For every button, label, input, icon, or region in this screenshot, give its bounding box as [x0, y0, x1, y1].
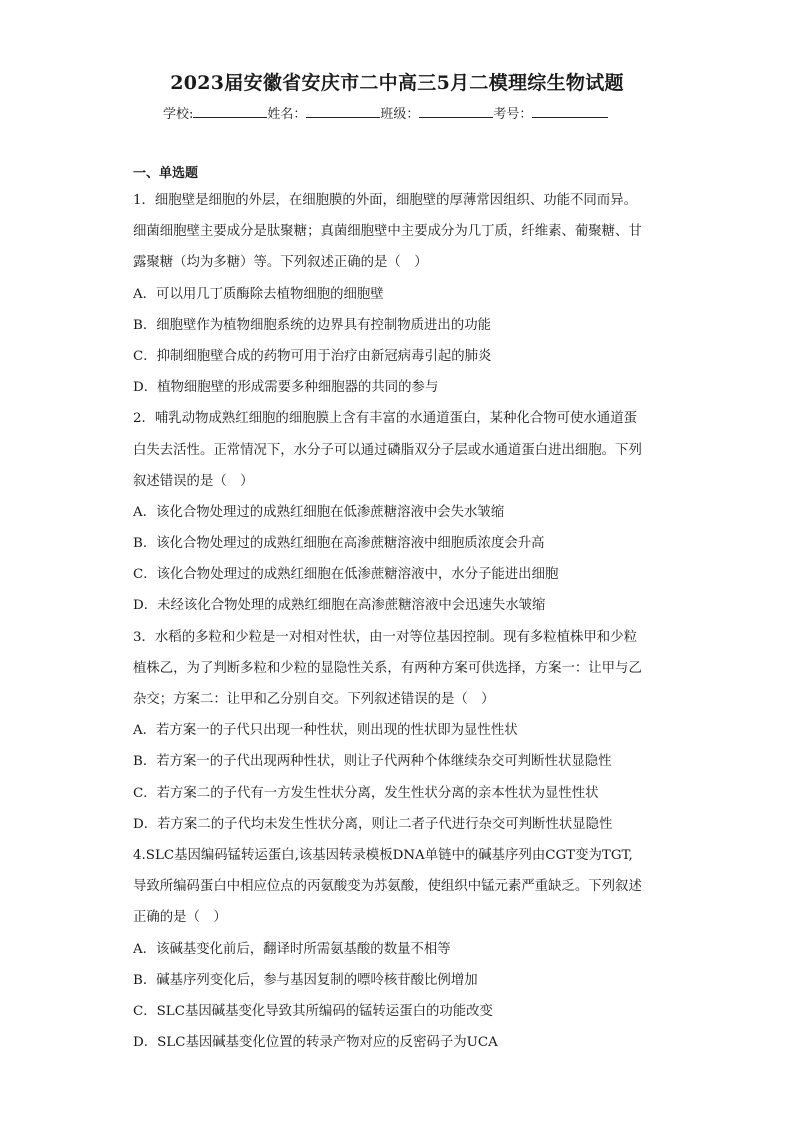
option-d: D．SLC基因碱基变化位置的转录产物对应的反密码子为UCA — [133, 1035, 498, 1051]
option-c: C．SLC基因碱基变化导致其所编码的锰转运蛋白的功能改变 — [133, 1003, 493, 1019]
question-stem-line: 4.SLC基因编码锰转运蛋白,该基因转录模板DNA单链中的碱基序列由CGT变为TGT, — [133, 847, 633, 863]
option-c: C．若方案二的子代有一方发生性状分离，发生性状分离的亲本性状为显性性状 — [133, 785, 599, 801]
page-title: 2023届安徽省安庆市二中高三5月二模理综生物试题 — [170, 72, 624, 94]
option-b: B．细胞壁作为植物细胞系统的边界具有控制物质进出的功能 — [133, 317, 491, 333]
question-stem-line: 2．哺乳动物成熟红细胞的细胞膜上含有丰富的水通道蛋白，某种化合物可使水通道蛋 — [133, 411, 637, 427]
school-label: 学校: — [163, 107, 194, 122]
name-blank[interactable] — [306, 104, 380, 118]
section-heading: 一、单选题 — [133, 166, 199, 181]
option-d: D．若方案二的子代均未发生性状分离，则让二者子代进行杂交可判断性状显隐性 — [133, 816, 613, 832]
question-stem-line: 导致所编码蛋白中相应位点的丙氨酸变为苏氨酸，使组织中锰元素严重缺乏。下列叙述 — [133, 879, 642, 895]
question-stem-line: 叙述错误的是（ ） — [133, 473, 254, 489]
exam-no-label: 考号： — [493, 107, 533, 122]
option-b: B．若方案一的子代出现两种性状，则让子代两种个体继续杂交可判断性状显隐性 — [133, 754, 612, 770]
option-c: C．抑制细胞壁合成的药物可用于治疗由新冠病毒引起的肺炎 — [133, 348, 492, 364]
class-blank[interactable] — [419, 104, 493, 118]
option-a: A．该化合物处理过的成熟红细胞在低渗蔗糖溶液中会失水皱缩 — [133, 504, 505, 520]
question-stem-line: 白失去活性。正常情况下，水分子可以通过磷脂双分子层或水通道蛋白进出细胞。下列 — [133, 442, 642, 458]
question-stem-line: 3．水稻的多粒和少粒是一对相对性状，由一对等位基因控制。现有多粒植株甲和少粒 — [133, 629, 637, 645]
question-2 — [133, 403, 673, 621]
school-blank[interactable] — [193, 104, 267, 118]
question-1 — [133, 185, 673, 403]
option-b: B．该化合物处理过的成熟红细胞在高渗蔗糖溶液中细胞质浓度会升高 — [133, 536, 545, 552]
option-d: D．植物细胞壁的形成需要多种细胞器的共同的参与 — [133, 380, 439, 396]
question-stem-line: 正确的是（ ） — [133, 910, 227, 926]
option-a: A．该碱基变化前后，翻译时所需氨基酸的数量不相等 — [133, 941, 451, 957]
option-a: A．若方案一的子代只出现一种性状，则出现的性状即为显性性状 — [133, 723, 518, 739]
question-stem-line: 植株乙，为了判断多粒和少粒的显隐性关系，有两种方案可供选择，方案一：让甲与乙 — [133, 660, 642, 676]
student-info-line — [163, 103, 663, 122]
question-stem-line: 1．细胞壁是细胞的外层，在细胞膜的外面，细胞壁的厚薄常因组织、功能不同而异。 — [133, 193, 637, 208]
question-4 — [133, 840, 673, 1058]
option-b: B．碱基序列变化后，参与基因复制的嘌呤核苷酸比例增加 — [133, 972, 478, 988]
question-stem-line: 杂交；方案二：让甲和乙分别自交。下列叙述错误的是（ ） — [133, 692, 495, 707]
name-label: 姓名： — [267, 107, 307, 122]
exam-no-blank[interactable] — [532, 104, 608, 118]
class-label: 班级： — [380, 107, 420, 122]
question-stem-line: 细菌细胞壁主要成分是肽聚糖；真菌细胞壁中主要成分为几丁质，纤维素、葡聚糖、甘 — [133, 224, 642, 240]
option-d: D．未经该化合物处理的成熟红细胞在高渗蔗糖溶液中会迅速失水皱缩 — [133, 598, 546, 614]
option-c: C．该化合物处理过的成熟红细胞在低渗蔗糖溶液中，水分子能进出细胞 — [133, 567, 559, 583]
question-3 — [133, 622, 673, 840]
option-a: A．可以用几丁质酶除去植物细胞的细胞壁 — [133, 286, 384, 302]
question-content — [133, 163, 673, 1058]
question-stem-line: 露聚糖（均为多糖）等。下列叙述正确的是（ ） — [133, 255, 428, 271]
